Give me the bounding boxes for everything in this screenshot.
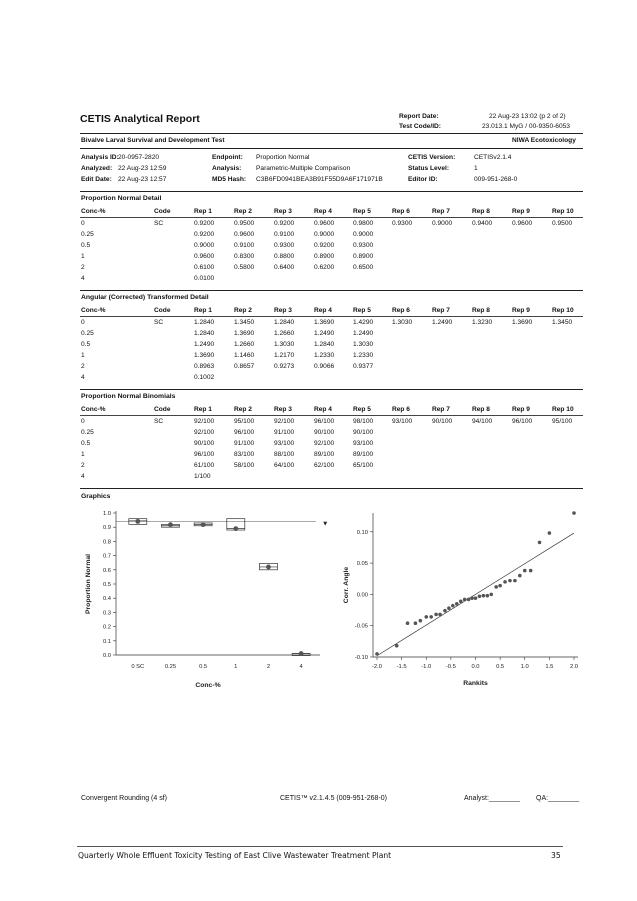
table-cell: 1.2840 [274,319,295,326]
table-row [80,319,583,328]
table-cell: 93/100 [274,439,295,447]
page-footer-rule [77,846,563,847]
table-cell: 91/100 [274,428,295,436]
x-tick-label: 0.0 [471,664,480,670]
column-header: Rep 3 [274,307,292,314]
data-point [459,599,463,603]
data-point [478,594,482,598]
column-header: Rep 5 [353,406,371,413]
y-tick-label: 0.9 [102,525,111,532]
data-point [463,598,467,602]
table-cell: 0.6100 [194,263,215,271]
data-point [494,585,498,589]
boxplot-chart [82,505,332,691]
column-header: Conc-% [81,307,106,314]
data-point [455,602,459,606]
table-cell: 2 [81,362,85,370]
table-cell: 0 [81,220,85,227]
endpoint-label: Endpoint: [212,154,243,161]
data-point [447,606,451,610]
table-cell: 1.3030 [353,340,374,348]
table-cell: 0.9300 [353,241,374,249]
table-row [80,330,583,339]
column-header: Rep 4 [314,208,332,215]
table-cell: 1.3690 [512,319,533,326]
y-tick-label: 1.0 [102,511,111,517]
data-point [482,594,486,598]
column-header: Rep 10 [552,307,574,314]
table-cell: 92/100 [274,418,295,425]
y-tick-label: 0.05 [356,561,368,568]
table-row [80,341,583,350]
y-tick-label: 0.4 [102,596,111,603]
box-mean-point [135,519,140,524]
column-header: Rep 6 [392,208,410,215]
column-header: Code [154,307,171,314]
data-point [434,613,438,617]
table-row [80,473,583,482]
y-tick-label: 0.00 [356,592,368,599]
table-cell: 0.9200 [194,230,215,238]
table-cell: 62/100 [314,461,335,469]
data-point [498,584,502,588]
table-cell: 0.0100 [194,274,215,282]
table-header-row [80,406,583,415]
reference-marker: ▼ [322,520,329,528]
column-header: Rep 4 [314,307,332,314]
table-cell: 0.25 [81,329,94,337]
table-cell: 65/100 [353,461,374,469]
table-cell: 94/100 [472,418,493,425]
table-cell: 1.2330 [353,351,374,359]
data-point [529,569,533,573]
column-header: Rep 8 [472,307,490,314]
table-cell: 0.9300 [392,220,413,227]
table-cell: 0.6400 [274,263,295,271]
box-mean-point [201,522,206,527]
table-cell: 0.9500 [552,220,573,227]
table-cell: 0.9066 [314,362,335,370]
table-header-rule [80,415,583,416]
table-cell: 92/100 [194,428,215,436]
table-cell: SC [154,220,164,227]
report-date-value: 22 Aug-23 13:02 (p 2 of 2) [489,113,566,120]
table-cell: 64/100 [274,461,295,469]
table-cell: 93/100 [353,439,374,447]
table-cell: 0.6500 [353,263,374,271]
table-header-rule [80,217,583,218]
data-point [508,579,512,583]
table-cell: 0.9100 [234,241,255,249]
report-date-label: Report Date: [399,113,439,120]
table-cell: 0.8900 [353,252,374,260]
table-row [80,264,583,273]
data-point [451,604,455,608]
table-cell: 1 [81,351,85,359]
data-point [538,541,542,545]
data-point [443,609,447,613]
column-header: Rep 3 [274,208,292,215]
y-tick-label: -0.05 [354,623,368,630]
endpoint-value: Proportion Normal [256,154,310,161]
column-header: Rep 9 [512,307,530,314]
table-cell: 1.3030 [392,319,413,326]
column-header: Rep 5 [353,307,371,314]
data-point [489,593,493,597]
table-cell: 61/100 [194,461,215,469]
header-rule [80,133,583,134]
table-cell: 93/100 [392,418,413,425]
table-cell: SC [154,319,164,326]
column-header: Code [154,208,171,215]
table-cell: 1.1460 [234,351,255,359]
table-cell: 1.4290 [353,319,374,326]
table-cell: 1.3690 [194,351,215,359]
table-cell: 0.9000 [314,230,335,238]
table-cell: 1.3030 [274,340,295,348]
table-cell: 91/100 [234,439,255,447]
x-tick-label: -1.0 [421,664,432,670]
report-title: CETIS Analytical Report [80,113,200,125]
table-cell: 90/100 [314,428,335,436]
box-mean-point [168,522,173,527]
page-number: 35 [551,851,561,860]
data-point [467,598,471,602]
column-header: Rep 6 [392,406,410,413]
column-header: Rep 4 [314,406,332,413]
x-axis-title: Conc-% [195,682,221,689]
table-cell: 1.3230 [472,319,493,326]
data-point [518,574,522,578]
table-cell: 0.9200 [274,220,295,227]
table-cell: 4 [81,274,85,282]
data-point [419,619,423,623]
data-point [429,615,433,619]
table-title: Proportion Normal Binomials [81,393,176,400]
column-header: Rep 9 [512,406,530,413]
table-cell: 95/100 [234,418,255,425]
table-cell: 96/100 [194,450,215,458]
column-header: Rep 7 [432,208,450,215]
table-cell: 1.2490 [432,319,453,326]
data-point [523,569,527,573]
x-tick-label: -1.5 [396,664,407,670]
x-tick-label: 1 [234,664,238,670]
data-point [572,511,576,515]
table-cell: 1.2840 [194,329,215,337]
table-row [80,462,583,471]
table-row [80,363,583,372]
table-cell: 0.6200 [314,263,335,271]
x-tick-label: 0.5 [199,664,208,670]
data-point [503,580,507,584]
table-cell: 92/100 [194,418,215,425]
y-tick-label: 0.0 [102,653,111,659]
data-point [395,644,399,648]
x-tick-label: 2 [266,664,271,670]
status-level-value: 1 [474,165,478,172]
column-header: Rep 2 [234,307,252,314]
table-cell: 1 [81,450,85,458]
test-name: Bivalve Larval Survival and Development Test [81,137,225,144]
graphics-title: Graphics [81,493,111,500]
table-row [80,429,583,438]
box-mean-point [299,651,304,656]
table-cell: 0.9273 [274,362,295,370]
y-tick-label: 0.7 [102,553,111,560]
x-tick-label: 1.5 [545,664,554,670]
data-point [414,621,418,625]
data-point [513,579,517,583]
table-row [80,220,583,229]
table-cell: 90/100 [194,439,215,447]
table-cell: 0.8963 [194,362,215,370]
table-cell: 1.2840 [194,319,215,326]
data-point [470,596,474,600]
table-cell: 0.9000 [194,241,215,249]
table-cell: 1.3450 [552,319,573,326]
table-cell: 95/100 [552,418,573,425]
md5-value: C3B6FD0941BEA3B91F55D9A6F171971B [256,176,383,183]
table-cell: SC [154,418,164,425]
column-header: Rep 3 [274,406,292,413]
md5-label: MD5 Hash: [212,176,247,183]
table-cell: 92/100 [314,439,335,447]
table-cell: 1 [81,252,85,260]
table-top-rule [80,290,583,291]
table-cell: 4 [81,472,85,480]
table-row [80,418,583,427]
table-cell: 0.9300 [274,241,295,249]
data-point [406,621,410,625]
table-cell: 0.25 [81,230,94,238]
table-cell: 0.9800 [353,220,374,227]
editor-id-value: 009-951-268-0 [474,176,518,183]
analyzed-label: Analyzed: [81,165,113,172]
analysis-id-label: Analysis ID: [81,154,119,161]
box-mean-point [233,526,238,531]
column-header: Rep 1 [194,307,212,314]
table-cell: 0.8900 [314,252,335,260]
column-header: Rep 7 [432,307,450,314]
y-tick-label: 0.1 [102,638,111,645]
y-tick-label: 0.6 [102,567,111,574]
table-row [80,253,583,262]
y-tick-label: 0.2 [102,624,111,631]
table-cell: 1.2490 [314,329,335,337]
column-header: Rep 1 [194,208,212,215]
column-header: Rep 1 [194,406,212,413]
table-row [80,451,583,460]
info-rule [80,148,583,149]
column-header: Rep 8 [472,208,490,215]
column-header: Rep 6 [392,307,410,314]
data-point [438,613,442,617]
table-cell: 90/100 [432,418,453,425]
rankit-scatter-chart [338,505,583,691]
x-tick-label: 1.0 [520,664,529,670]
table-cell: 0.9600 [314,220,335,227]
analysis-value: Parametric-Multiple Comparison [256,165,351,172]
cetis-version-label: CETIS Version: [408,154,456,161]
table-cell: 1.2490 [194,340,215,348]
analyzed-value: 22 Aug-23 12:59 [118,165,167,172]
table-cell: 1.2840 [314,340,335,348]
table-header-row [80,208,583,217]
table-cell: 98/100 [353,418,374,425]
column-header: Conc-% [81,406,106,413]
table-header-rule [80,316,583,317]
x-tick-label: -0.5 [445,664,456,670]
table-cell: 0.9377 [353,362,374,370]
column-header: Conc-% [81,208,106,215]
column-header: Code [154,406,171,413]
analyst-signature: Analyst:________ [464,795,521,802]
y-tick-label: 0.10 [356,529,368,536]
test-code-label: Test Code/ID: [399,123,442,130]
table-cell: 0.5 [81,241,91,249]
table-cell: 0.8300 [234,252,255,260]
table-cell: 0 [81,319,85,326]
graphics-rule [80,488,583,489]
table-cell: 0.9100 [274,230,295,238]
table-cell: 1.3690 [314,319,335,326]
column-header: Rep 10 [552,208,574,215]
table-cell: 0.9600 [194,252,215,260]
table-cell: 0.9600 [512,220,533,227]
table-cell: 58/100 [234,461,255,469]
table-cell: 0.9500 [234,220,255,227]
editor-id-label: Editor ID: [408,176,438,183]
table-top-rule [80,191,583,192]
data-point [424,615,428,619]
table-title: Proportion Normal Detail [81,195,162,202]
table-cell: 96/100 [314,418,335,425]
fit-line [377,533,574,656]
table-header-row [80,307,583,316]
table-cell: 1/100 [194,472,211,480]
column-header: Rep 7 [432,406,450,413]
table-row [80,440,583,449]
table-cell: 0.9200 [314,241,335,249]
table-cell: 1.2490 [353,329,374,337]
table-cell: 0.5 [81,439,91,447]
table-cell: 89/100 [314,450,335,458]
table-cell: 88/100 [274,450,295,458]
table-cell: 0.9600 [234,230,255,238]
y-tick-label: 0.5 [102,582,111,588]
table-cell: 0.1002 [194,373,215,381]
edit-date-label: Edit Date: [81,176,112,183]
y-tick-label: -0.10 [354,655,368,661]
x-axis-title: Rankits [463,680,488,687]
table-row [80,231,583,240]
status-level-label: Status Level: [408,165,450,172]
table-cell: 0.5 [81,340,91,348]
table-cell: 1.2330 [314,351,335,359]
table-cell: 1.2170 [274,351,295,359]
x-tick-label: 0.5 [496,664,505,670]
analysis-label: Analysis: [212,165,242,172]
organization: NIWA Ecotoxicology [512,137,576,144]
data-point [486,594,490,598]
table-cell: 0.9000 [353,230,374,238]
table-cell: 0.9400 [472,220,493,227]
data-point [548,531,552,535]
x-tick-label: 4 [299,664,303,670]
table-cell: 0.5800 [234,263,255,271]
table-top-rule [80,389,583,390]
table-cell: 0 [81,418,85,425]
y-tick-label: 0.8 [102,539,111,546]
column-header: Rep 9 [512,208,530,215]
table-cell: 1.3690 [234,329,255,337]
test-code-value: 23.013.1 MyG / 00-9350-6053 [482,123,570,130]
column-header: Rep 8 [472,406,490,413]
data-point [375,652,379,656]
column-header: Rep 2 [234,208,252,215]
table-cell: 89/100 [353,450,374,458]
table-cell: 0.9000 [432,220,453,227]
table-cell: 96/100 [512,418,533,425]
table-cell: 1.2660 [234,340,255,348]
table-cell: 1.3450 [234,319,255,326]
table-cell: 2 [81,461,85,469]
table-cell: 0.9200 [194,220,215,227]
table-cell: 0.25 [81,428,94,436]
table-cell: 0.8800 [274,252,295,260]
table-title: Angular (Corrected) Transformed Detail [81,294,209,301]
x-tick-label: 2.0 [569,664,579,670]
box-mean-point [266,565,271,570]
table-row [80,275,583,284]
y-axis-title: Proportion Normal [85,553,92,615]
column-header: Rep 2 [234,406,252,413]
table-cell: 1.2660 [274,329,295,337]
table-cell: 96/100 [234,428,255,436]
x-tick-label: -2.0 [372,664,382,670]
cetis-version-value: CETISv2.1.4 [474,154,512,161]
column-header: Rep 5 [353,208,371,215]
x-tick-label: 0 SC [131,664,145,670]
table-row [80,242,583,251]
table-cell: 2 [81,263,85,271]
y-axis-title: Corr. Angle [343,566,350,604]
y-tick-label: 0.3 [102,610,111,617]
table-cell: 90/100 [353,428,374,436]
table-cell: 4 [81,373,85,381]
qa-signature: QA:________ [536,795,580,802]
table-row [80,352,583,361]
table-cell: 83/100 [234,450,255,458]
table-cell: 0.8657 [234,362,255,370]
table-row [80,374,583,383]
x-tick-label: 0.25 [164,664,177,670]
analysis-id-value: 20-0957-2820 [118,154,160,161]
software-version: CETIS™ v2.1.4.5 (009-951-268-0) [280,795,387,802]
document-title: Quarterly Whole Effluent Toxicity Testing of East Clive Wastewater Treatment Plant [78,851,392,860]
column-header: Rep 10 [552,406,574,413]
edit-date-value: 22 Aug-23 12:57 [118,176,167,183]
rounding-note: Convergent Rounding (4 sf) [81,795,167,802]
data-point [474,596,478,600]
